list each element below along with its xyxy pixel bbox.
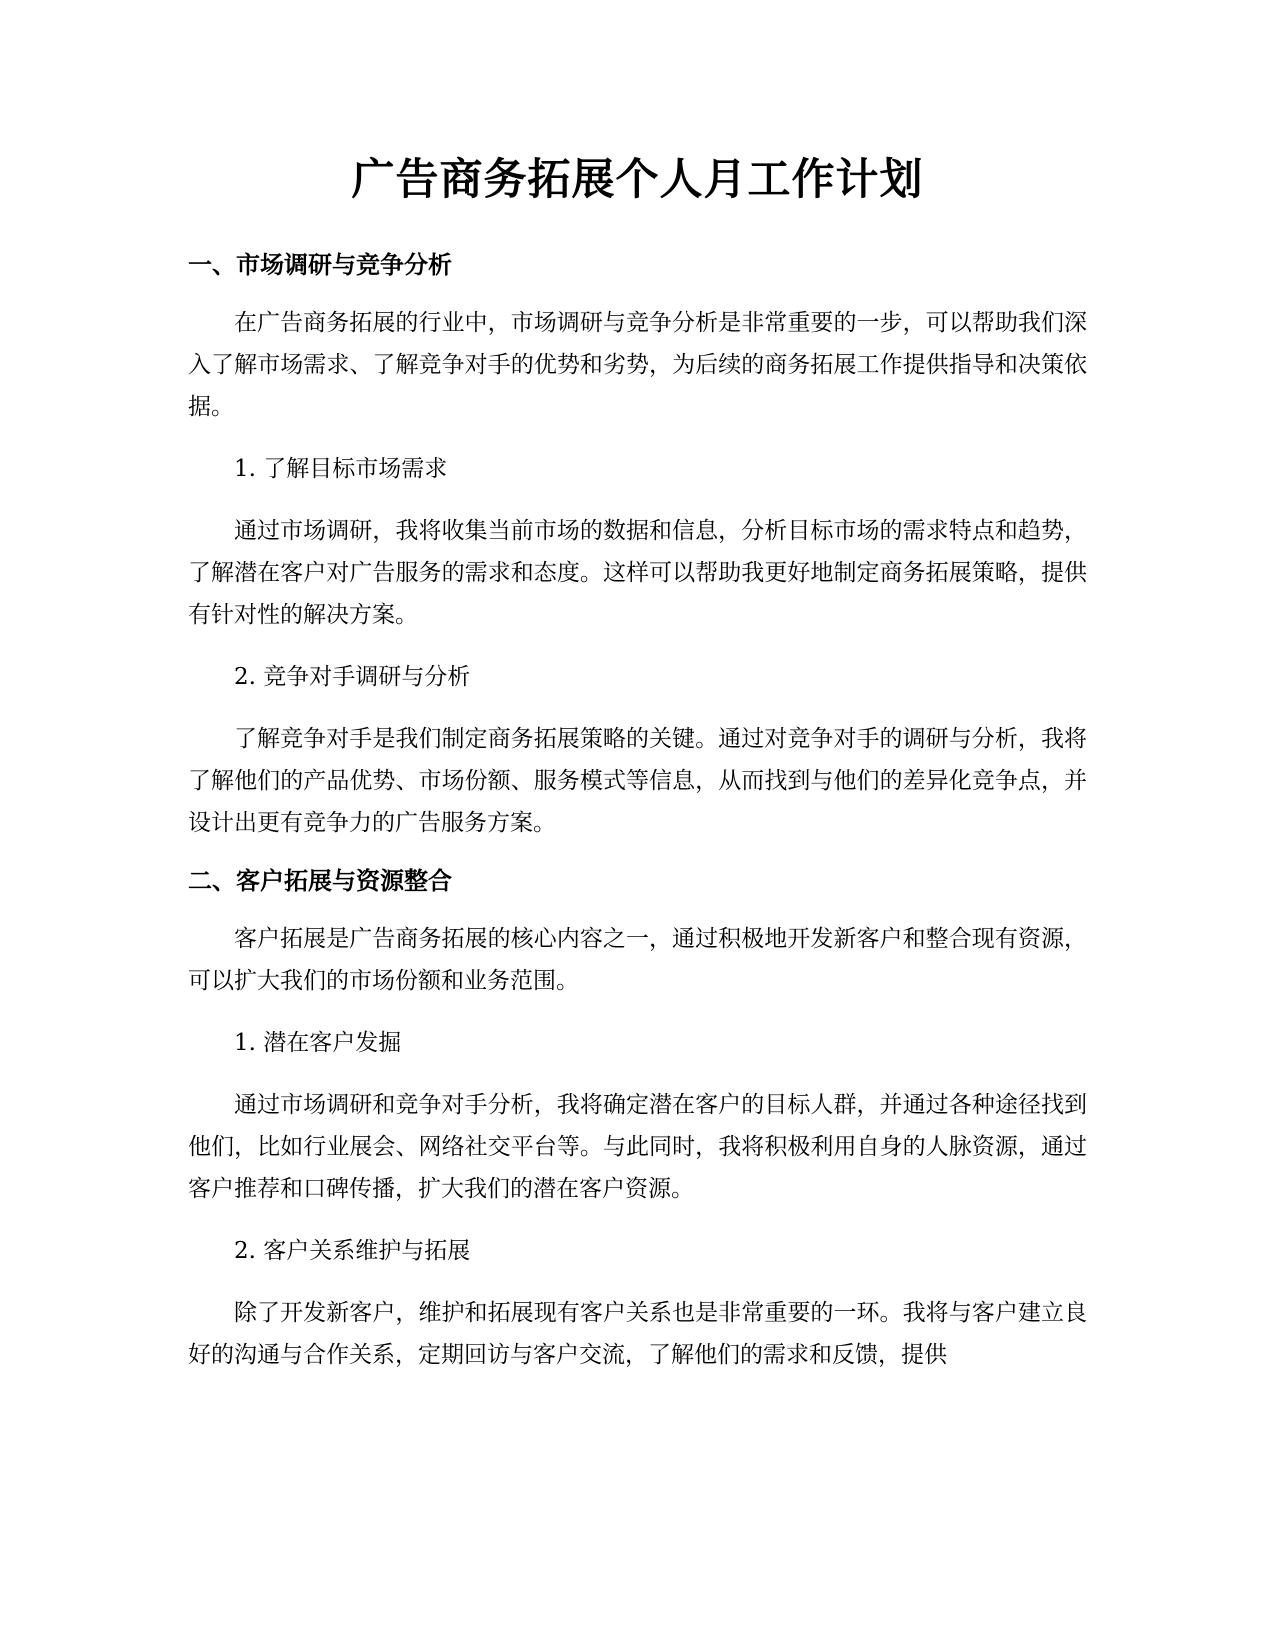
section-heading: 二、客户拓展与资源整合 bbox=[188, 867, 452, 895]
section-client-expansion bbox=[188, 864, 1087, 1376]
subheading: 1. 潜在客户发掘 bbox=[234, 1030, 402, 1056]
paragraph: 通过市场调研，我将收集当前市场的数据和信息，分析目标市场的需求特点和趋势，了解潜在客户对广告服务的需求和态度。这样可以帮助我更好地制定商务拓展策略，提供有针对性的解决方案。 bbox=[188, 518, 1087, 628]
subheading: 2. 客户关系维护与拓展 bbox=[234, 1238, 471, 1264]
document-title: 广告商务拓展个人月工作计划 bbox=[351, 155, 924, 205]
paragraph: 了解竞争对手是我们制定商务拓展策略的关键。通过对竞争对手的调研与分析，我将了解他们的产品优势、市场份额、服务模式等信息，从而找到与他们的差异化竞争点，并设计出更有竞争力的广告服务方案。 bbox=[188, 726, 1087, 836]
paragraph: 除了开发新客户，维护和拓展现有客户关系也是非常重要的一环。我将与客户建立良好的沟通与合作关系，定期回访与客户交流，了解他们的需求和反馈，提供 bbox=[188, 1300, 1087, 1368]
section-heading: 一、市场调研与竞争分析 bbox=[188, 251, 452, 279]
paragraph: 通过市场调研和竞争对手分析，我将确定潜在客户的目标人群，并通过各种途径找到他们，比如行业展会、网络社交平台等。与此同时，我将积极利用自身的人脉资源，通过客户推荐和口碑传播，扩大我们的潜在客户资源。 bbox=[188, 1092, 1087, 1202]
subheading: 2. 竞争对手调研与分析 bbox=[234, 664, 471, 690]
section-market-research bbox=[188, 248, 1087, 844]
subheading: 1. 了解目标市场需求 bbox=[234, 456, 448, 482]
section-intro: 在广告商务拓展的行业中，市场调研与竞争分析是非常重要的一步，可以帮助我们深入了解市场需求、了解竞争对手的优势和劣势，为后续的商务拓展工作提供指导和决策依据。 bbox=[188, 310, 1087, 420]
section-intro: 客户拓展是广告商务拓展的核心内容之一，通过积极地开发新客户和整合现有资源，可以扩大我们的市场份额和业务范围。 bbox=[188, 926, 1087, 994]
